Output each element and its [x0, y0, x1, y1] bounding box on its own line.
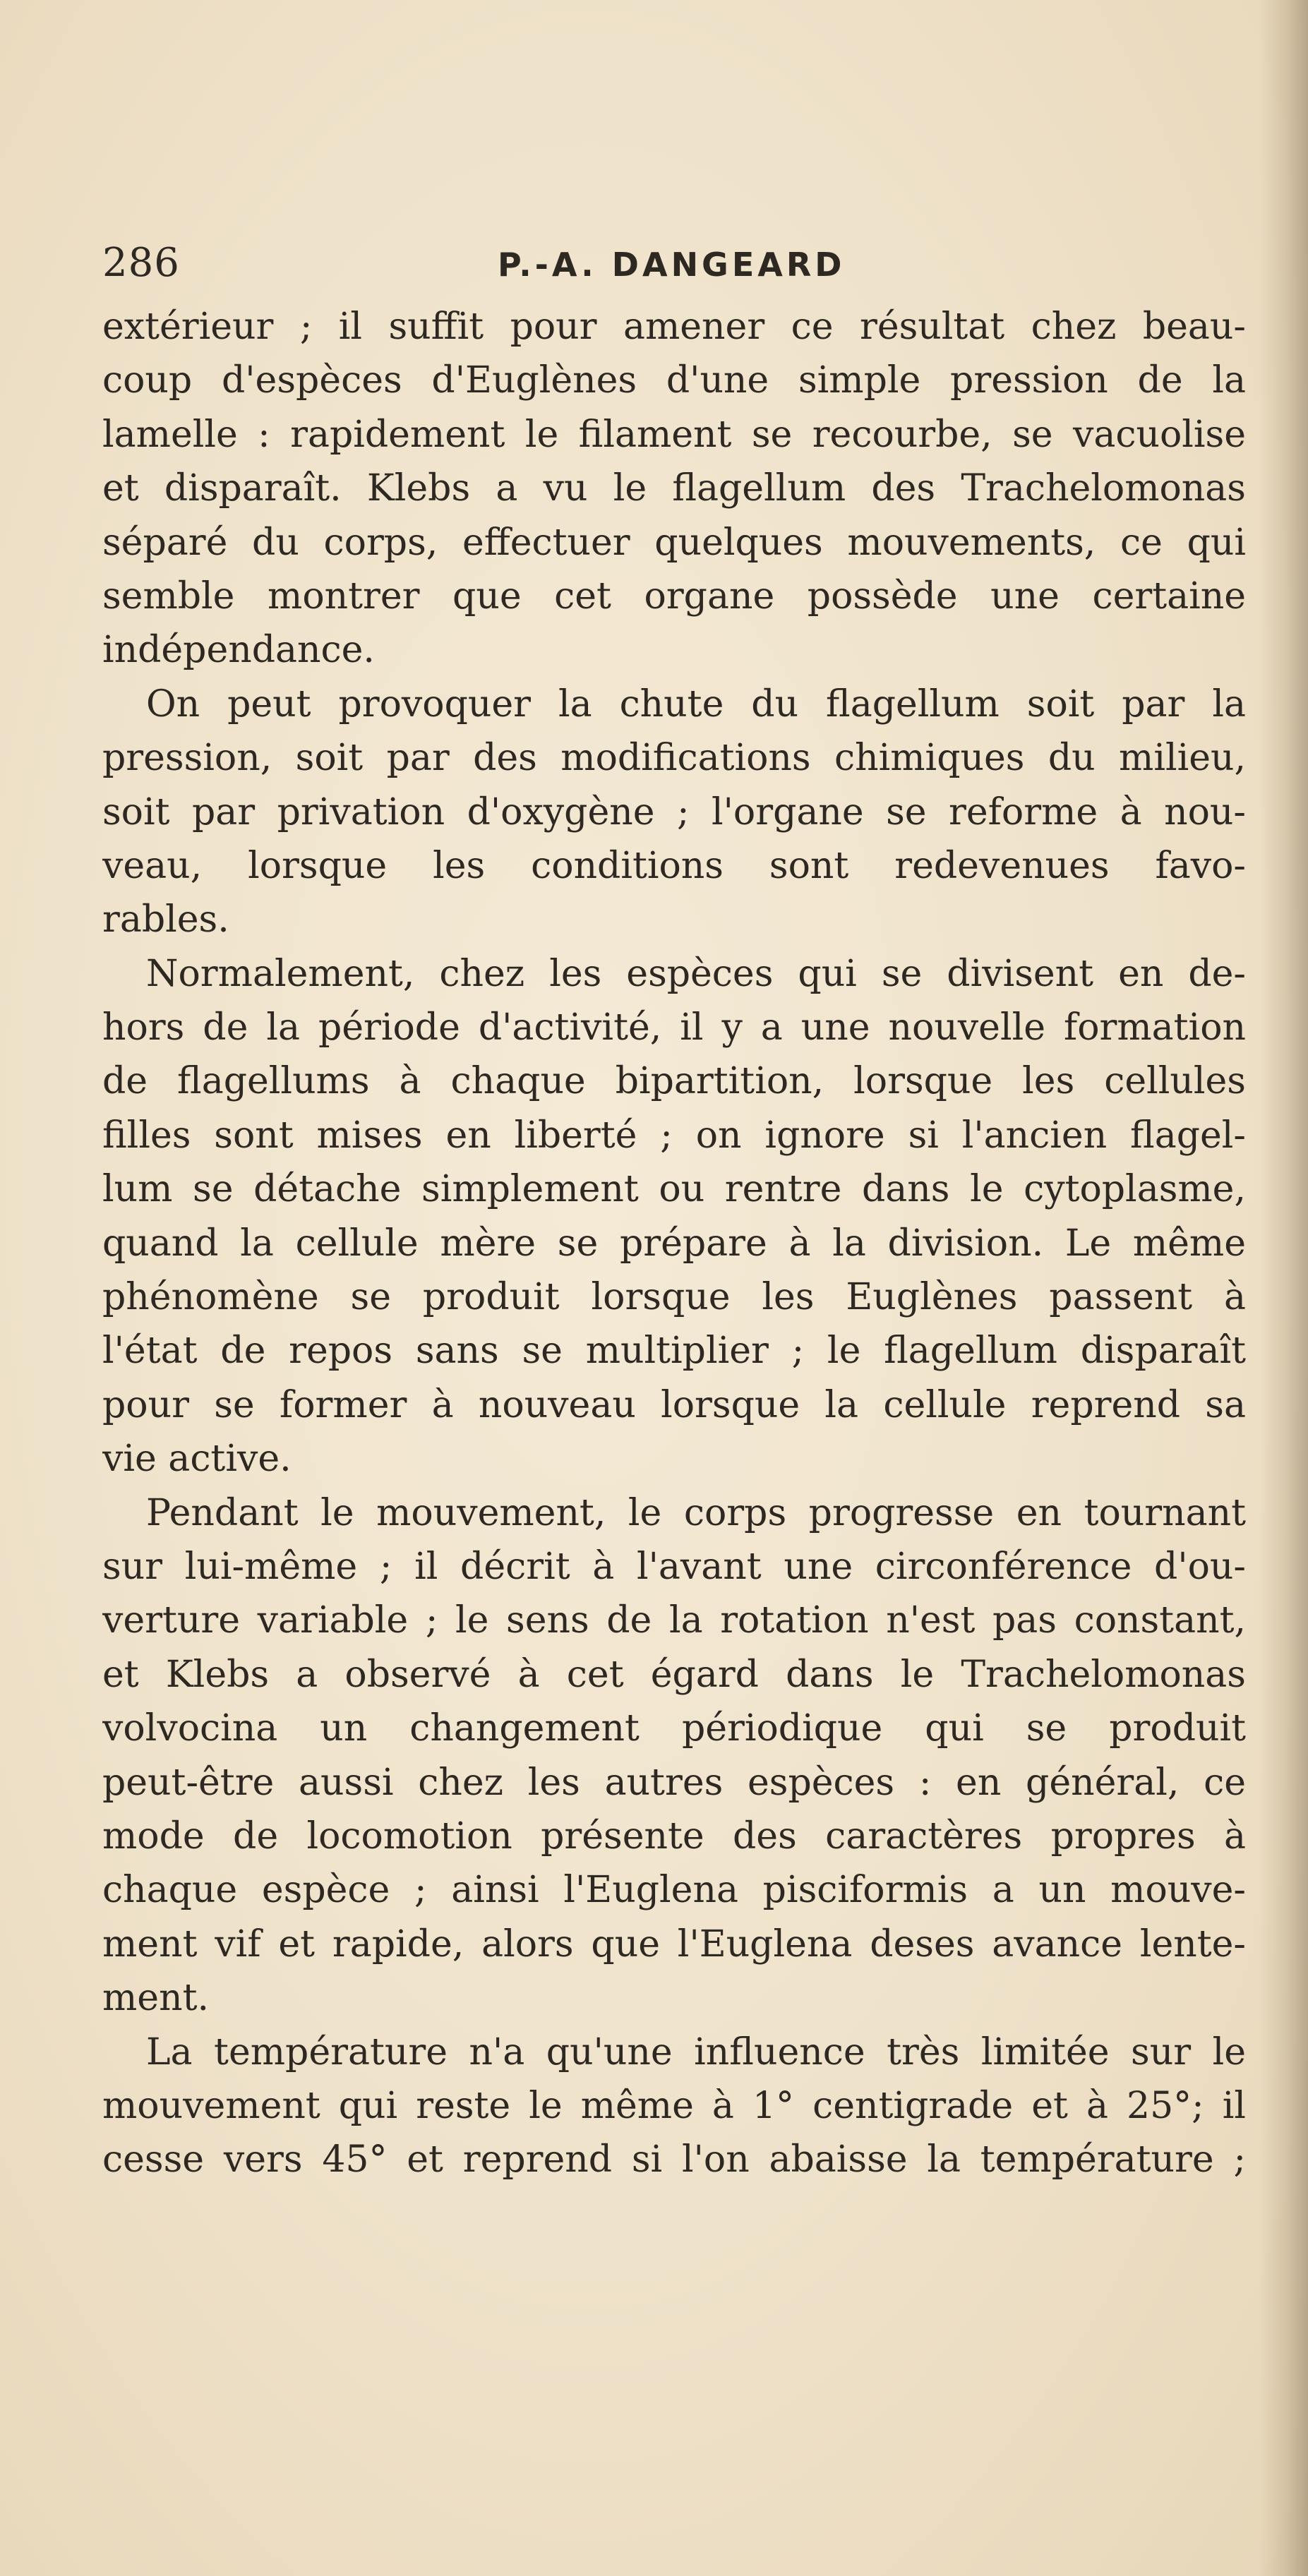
text-line: volvocina un changement périodique qui se produit	[102, 1707, 1246, 1750]
text-line: et disparaît. Klebs a vu le flagellum des Trachelomonas	[102, 467, 1246, 510]
text-line: rables.	[102, 898, 229, 941]
text-line: verture variable ; le sens de la rotation n'est pas constant,	[102, 1599, 1246, 1642]
text-line: l'état de repos sans se multiplier ; le flagellum disparaît	[102, 1330, 1246, 1373]
text-line: veau, lorsque les conditions sont redevenues favo-	[102, 844, 1246, 887]
text-line: lum se détache simplement ou rentre dans le cytoplasme,	[102, 1168, 1246, 1211]
text-line: cesse vers 45° et reprend si l'on abaisse la température ;	[102, 2138, 1246, 2181]
text-line: de flagellums à chaque bipartition, lorsque les cellules	[102, 1060, 1246, 1103]
text-line: phénomène se produit lorsque les Euglènes passent à	[102, 1276, 1246, 1319]
text-line: chaque espèce ; ainsi l'Euglena pisciformis a un mouve-	[102, 1869, 1246, 1912]
text-line: ment vif et rapide, alors que l'Euglena deses avance lente-	[102, 1922, 1246, 1966]
page-number: 286	[102, 240, 180, 286]
text-line: et Klebs a observé à cet égard dans le Trachelomonas	[102, 1653, 1246, 1696]
text-line: Pendant le mouvement, le corps progresse en tournant	[146, 1491, 1246, 1534]
text-line: coup d'espèces d'Euglènes d'une simple pression de la	[102, 359, 1246, 402]
text-line: extérieur ; il suffit pour amener ce résultat chez beau-	[102, 306, 1246, 348]
page-edge-shadow	[1259, 0, 1308, 2576]
text-line: peut-être aussi chez les autres espèces : en général, ce	[102, 1761, 1246, 1804]
text-line: soit par privation d'oxygène ; l'organe se reforme à nou-	[102, 790, 1246, 833]
text-line: pression, soit par des modifications chimiques du milieu,	[102, 737, 1246, 780]
text-line: mouvement qui reste le même à 1° centigrade et à 25°; il	[102, 2084, 1246, 2127]
text-line: hors de la période d'activité, il y a une nouvelle formation	[102, 1006, 1246, 1049]
body-text	[102, 300, 1246, 2187]
text-line: vie active.	[102, 1438, 292, 1481]
text-line: sur lui-même ; il décrit à l'avant une circonférence d'ou-	[102, 1545, 1246, 1588]
text-line: mode de locomotion présente des caractères propres à	[102, 1814, 1246, 1858]
text-line: pour se former à nouveau lorsque la cellule reprend sa	[102, 1383, 1246, 1426]
text-line: semble montrer que cet organe possède une certaine	[102, 574, 1246, 618]
running-head: P.-A. DANGEARD	[498, 246, 846, 284]
text-line: séparé du corps, effectuer quelques mouvements, ce qui	[102, 521, 1246, 564]
text-line: ment.	[102, 1977, 209, 2020]
text-line: Normalement, chez les espèces qui se divisent en de-	[146, 952, 1246, 995]
page-header	[102, 233, 1246, 296]
text-line: On peut provoquer la chute du flagellum soit par la	[146, 682, 1246, 726]
text-line: quand la cellule mère se prépare à la division. Le même	[102, 1222, 1246, 1265]
text-line: La température n'a qu'une influence très limitée sur le	[146, 2030, 1246, 2074]
text-line: filles sont mises en liberté ; on ignore si l'ancien flagel-	[102, 1114, 1246, 1157]
text-line: lamelle : rapidement le filament se recourbe, se vacuolise	[102, 413, 1246, 456]
text-line: indépendance.	[102, 629, 375, 672]
